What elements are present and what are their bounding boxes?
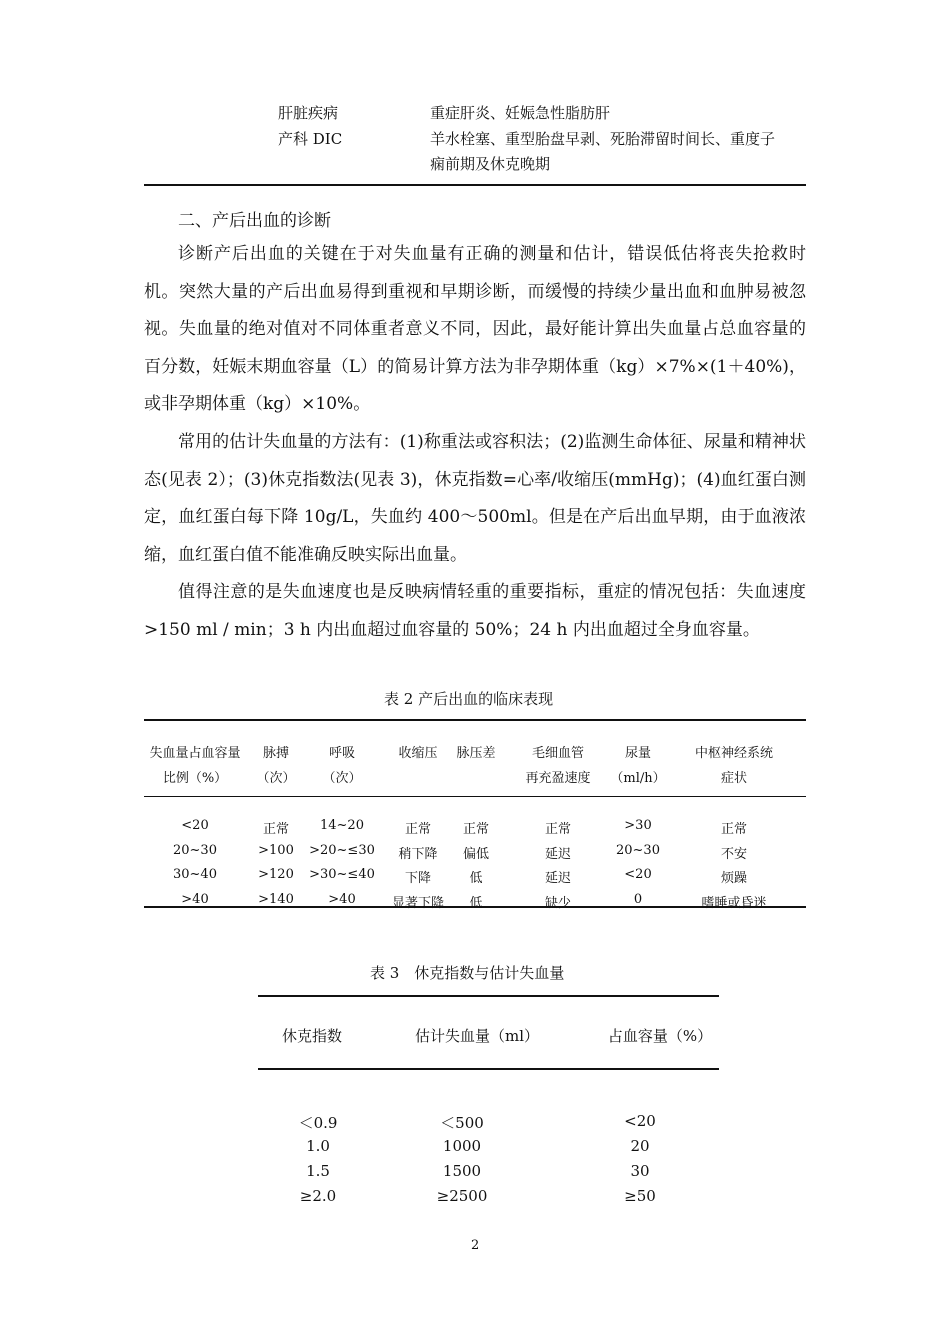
table2-cell: >120	[258, 867, 294, 882]
table3-cell: 1000	[442, 1137, 482, 1155]
table2-cell: >20~≤30	[309, 843, 375, 858]
table3-cell: ＜0.9	[298, 1114, 338, 1132]
table3-header-rule	[258, 1068, 719, 1070]
table2-cell: 缺少	[544, 896, 571, 911]
table2-top-rule	[144, 719, 806, 721]
table2-cell: 0	[633, 892, 643, 907]
table3-cell: <20	[624, 1112, 656, 1130]
table3-header-cell: 估计失血量（ml）	[414, 1027, 540, 1045]
table2-cell: 14~20	[320, 818, 364, 833]
table2-header-cell: 毛细血管	[531, 746, 584, 761]
cause-diseases-2-line2: 痫前期及休克晚期	[430, 155, 551, 173]
section-heading: 二、产后出血的诊断	[178, 211, 331, 231]
table2-cell: >100	[258, 843, 294, 858]
cause-diseases-2-line1: 羊水栓塞、重型胎盘早剥、死胎滞留时间长、重度子	[430, 130, 776, 148]
table2-cell: 正常	[262, 822, 289, 837]
table3-cell: 1500	[442, 1162, 482, 1180]
table3-cell: 30	[630, 1162, 650, 1180]
table3-cell: ≥50	[624, 1187, 656, 1205]
table2-cell: 不安	[720, 847, 747, 862]
table2-cell: 20~30	[173, 843, 217, 858]
table2-cell: 延迟	[544, 847, 571, 862]
table2-cell: 正常	[720, 822, 747, 837]
table2-cell: >40	[328, 892, 356, 907]
table2-header-cell: 脉搏	[262, 746, 289, 761]
table2-header-cell: 收缩压	[398, 746, 438, 761]
table3-cell: 1.0	[306, 1137, 330, 1155]
paragraph-2: 常用的估计失血量的方法有：(1)称重法或容积法；(2)监测生命体征、尿量和精神状态(见表 2）；(3)休克指数法(见表 3)，休克指数=心率/收缩压(mmHg)；(4)血红蛋白测定，血红蛋白每下降 10g/L，失血约 400～500ml。但是在产后出血早期，由于血液浓缩，血红蛋白值不能准确反映实际出血量。	[144, 432, 806, 565]
table2-header-rule	[144, 796, 806, 797]
table2-cell: 20~30	[616, 843, 660, 858]
table2-cell: >40	[181, 892, 209, 907]
table2-cell: >30~≤40	[309, 867, 375, 882]
table2-cell: 低	[469, 871, 483, 886]
table2-header-cell: 再充盈速度	[525, 771, 591, 786]
table2-cell: >140	[258, 892, 294, 907]
table3-cell: ≥2500	[436, 1187, 488, 1205]
table3-caption: 表 3 休克指数与估计失血量	[370, 964, 565, 982]
table2-header-cell: （次）	[256, 771, 296, 786]
cause-category-1: 肝脏疾病	[278, 104, 339, 122]
table3-header-cell: 占血容量（%）	[607, 1027, 713, 1045]
table2-cell: 嗜睡或昏迷	[701, 896, 767, 911]
table2-cell: 稍下降	[398, 847, 438, 862]
table3-top-rule	[258, 995, 719, 997]
table2-cell: 正常	[404, 822, 431, 837]
table3-cell: ＜500	[440, 1114, 484, 1132]
cause-category-2: 产科 DIC	[278, 130, 343, 148]
table2-cell: 正常	[544, 822, 571, 837]
table2-cell: 显著下降	[391, 896, 444, 911]
table2-cell: 正常	[462, 822, 489, 837]
table2-header-cell: （ml/h）	[610, 771, 666, 786]
table2-cell: >30	[624, 818, 652, 833]
table3-cell: 20	[630, 1137, 650, 1155]
table2-header-cell: 失血量占血容量	[149, 746, 241, 761]
table3-cell: ≥2.0	[299, 1187, 337, 1205]
table2-cell: <20	[624, 867, 652, 882]
table2-header-cell: 中枢神经系统	[694, 746, 773, 761]
table2-cell: 偏低	[462, 847, 489, 862]
table2-cell: 烦躁	[720, 871, 747, 886]
table2-header-cell: 症状	[720, 771, 747, 786]
cause-diseases-1: 重症肝炎、妊娠急性脂肪肝	[430, 104, 611, 122]
table2-cell: 延迟	[544, 871, 571, 886]
table2-cell: <20	[181, 818, 209, 833]
table3-cell: 1.5	[306, 1162, 330, 1180]
table2-header-cell: 脉压差	[456, 746, 496, 761]
causes-table-bottom-rule	[144, 184, 806, 186]
table2-caption: 表 2 产后出血的临床表现	[384, 690, 554, 708]
table2-header-cell: 呼吸	[328, 746, 355, 761]
table3-header-cell: 休克指数	[281, 1027, 342, 1045]
table2-header-cell: 比例（%）	[162, 771, 228, 786]
table2-header-cell: （次）	[322, 771, 362, 786]
table2-cell: 低	[469, 896, 483, 911]
table2-header-cell: 尿量	[624, 746, 651, 761]
paragraph-3: 值得注意的是失血速度也是反映病情轻重的重要指标，重症的情况包括：失血速度>150 ml / min；3 h 内出血超过血容量的 50%；24 h 内出血超过全身血容量。	[144, 582, 806, 640]
page-number: 2	[471, 1238, 480, 1253]
paragraph-1: 诊断产后出血的关键在于对失血量有正确的测量和估计，错误低估将丧失抢救时机。突然大量的产后出血易得到重视和早期诊断，而缓慢的持续少量出血和血肿易被忽视。失血量的绝对值对不同体重者意义不同，因此，最好能计算出失血量占总血容量的百分数，妊娠末期血容量（L）的简易计算方法为非孕期体重（kg）×7%×(1＋40%)，或非孕期体重（kg）×10%。	[144, 244, 806, 415]
table2-cell: 30~40	[173, 867, 217, 882]
table2-cell: 下降	[404, 871, 431, 886]
